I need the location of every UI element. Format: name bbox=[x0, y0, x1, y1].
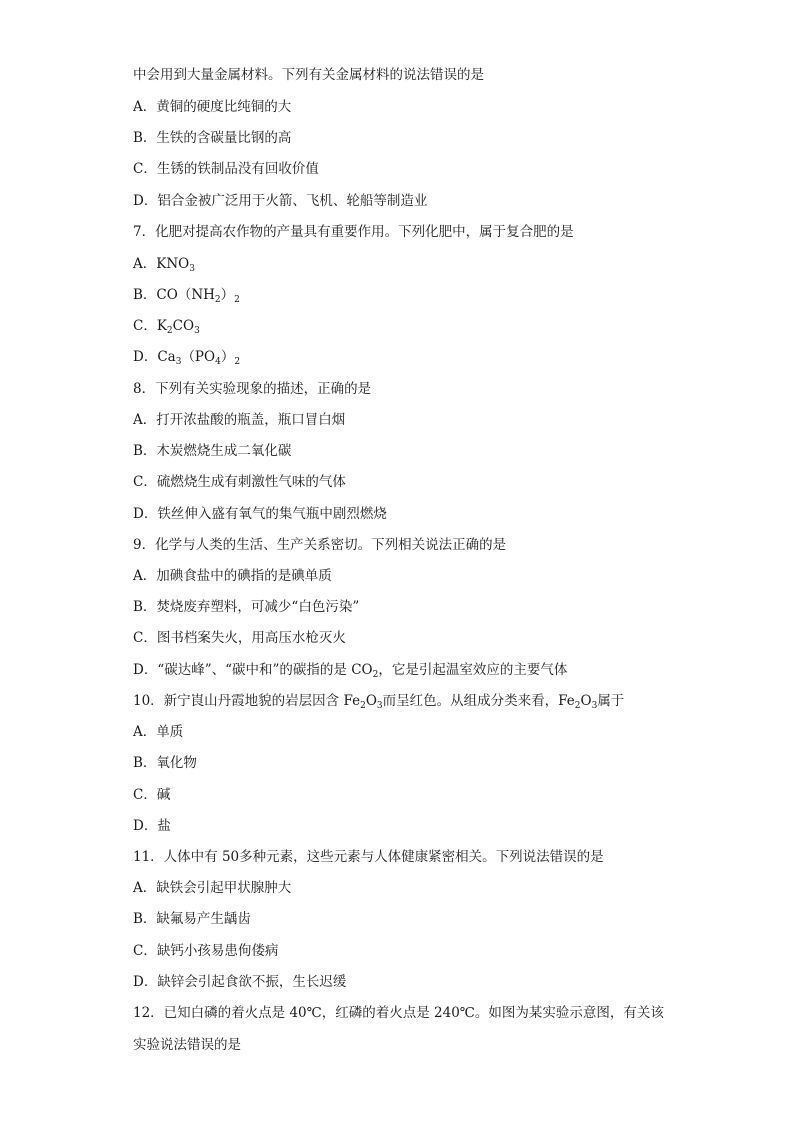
question-11-stem: 11．人体中有 50多种元素，这些元素与人体健康紧密相关。下列说法错误的是 bbox=[133, 849, 604, 865]
option-9b: B．焚烧废弃塑料，可减少“白色污染” bbox=[133, 599, 360, 615]
option-6c: C．生锈的铁制品没有回收价值 bbox=[133, 161, 319, 177]
option-8b: B．木炭燃烧生成二氧化碳 bbox=[133, 443, 292, 459]
option-11d: D．缺锌会引起食欲不振，生长迟缓 bbox=[133, 974, 347, 990]
option-10b: B．氧化物 bbox=[133, 755, 197, 771]
option-9c: C．图书档案失火，用高压水枪灭火 bbox=[133, 630, 346, 646]
option-8c: C．硫燃烧生成有刺激性气味的气体 bbox=[133, 474, 346, 490]
option-6d: D．铝合金被广泛用于火箭、飞机、轮船等制造业 bbox=[133, 193, 428, 209]
question-6-stem-continuation: 中会用到大量金属材料。下列有关金属材料的说法错误的是 bbox=[133, 67, 484, 83]
option-10d: D．盐 bbox=[133, 818, 171, 834]
option-7a: A．$KNO_3$ bbox=[133, 256, 195, 274]
option-11a: A．缺铁会引起甲状腺肿大 bbox=[133, 880, 292, 896]
option-7b: B．$CO(NH_2)_2$ bbox=[133, 287, 240, 305]
option-11b: B．缺氟易产生龋齿 bbox=[133, 911, 251, 927]
option-9d: D．“碳达峰”、“碳中和”的碳指的是 $CO_2$，它是引起温室效应的主要气体 bbox=[133, 662, 568, 680]
option-7d: D．$Ca_3(PO_4)_2$ bbox=[133, 349, 241, 367]
question-12-stem-continuation: 实验说法错误的是 bbox=[133, 1037, 241, 1053]
option-7c: C．$K_2CO_3$ bbox=[133, 318, 200, 336]
option-10c: C．碱 bbox=[133, 787, 171, 803]
question-7-stem: 7．化肥对提高农作物的产量具有重要作用。下列化肥中，属于复合肥的是 bbox=[133, 224, 574, 240]
question-9-stem: 9．化学与人类的生活、生产关系密切。下列相关说法正确的是 bbox=[133, 537, 507, 553]
option-9a: A．加碘食盐中的碘指的是碘单质 bbox=[133, 568, 332, 584]
option-6a: A．黄铜的硬度比纯铜的大 bbox=[133, 99, 292, 115]
option-8d: D．铁丝伸入盛有氧气的集气瓶中剧烈燃烧 bbox=[133, 506, 387, 522]
option-11c: C．缺钙小孩易患佝偻病 bbox=[133, 943, 279, 959]
option-10a: A．单质 bbox=[133, 724, 184, 740]
question-10-stem: 10．新宁崀山丹霞地貌的岩层因含 $Fe_2O_3$而呈红色。从组成分类来看，$Fe_2O_3$属于 bbox=[133, 693, 625, 711]
question-8-stem: 8．下列有关实验现象的描述，正确的是 bbox=[133, 381, 372, 397]
question-12-stem: 12．已知白磷的着火点是 40℃，红磷的着火点是 240℃。如图为某实验示意图，有关该 bbox=[133, 1005, 664, 1021]
option-8a: A．打开浓盐酸的瓶盖，瓶口冒白烟 bbox=[133, 412, 346, 428]
option-6b: B．生铁的含碳量比钢的高 bbox=[133, 130, 292, 146]
